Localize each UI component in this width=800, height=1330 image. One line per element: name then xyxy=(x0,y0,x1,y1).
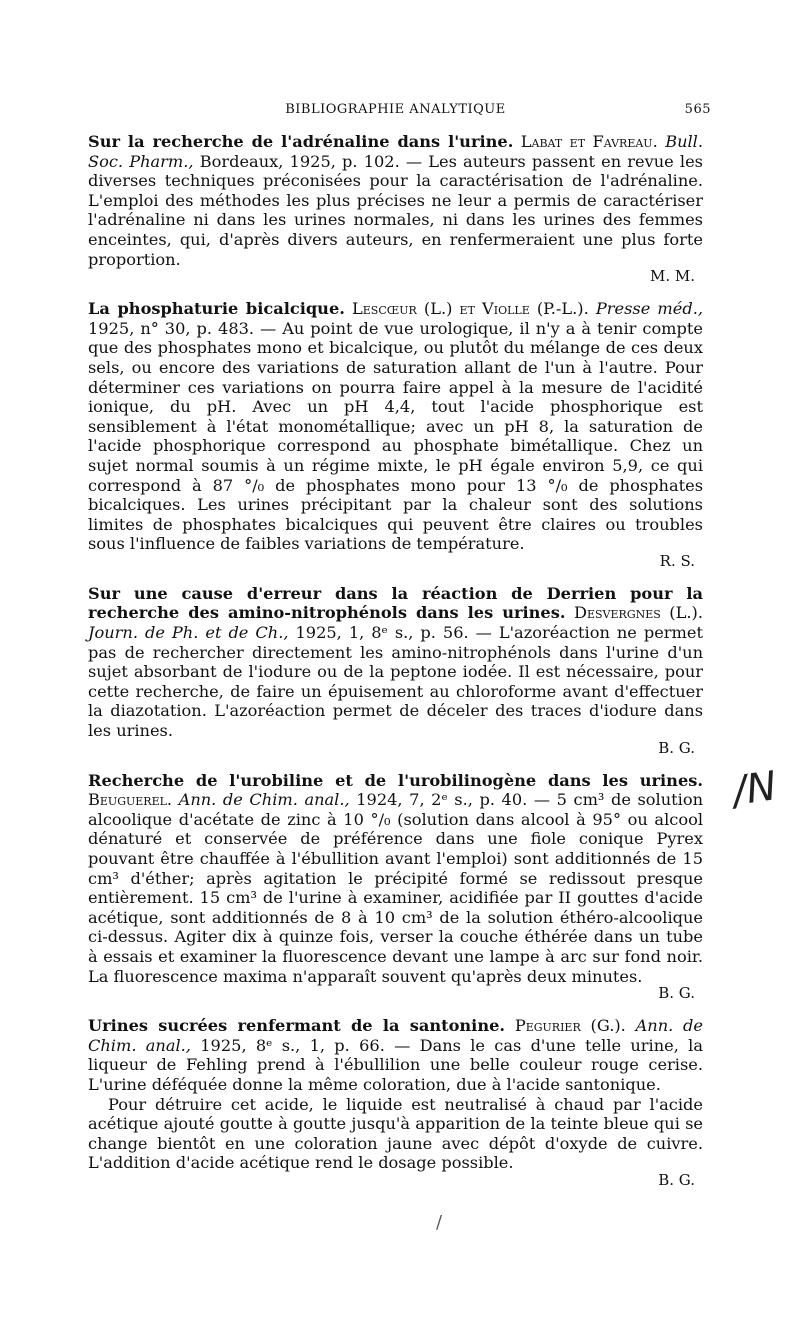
page-content xyxy=(88,98,711,1189)
entry-authors: Pegurier (G.). xyxy=(514,1016,626,1036)
entry-journal: Bull. Soc. Pharm., xyxy=(88,132,704,171)
entry-initials: M. M. xyxy=(649,267,695,286)
entry-authors: Desvergnes (L.). xyxy=(574,603,703,623)
entry-title: La phosphaturie bicalcique. xyxy=(88,299,345,319)
entry-authors: Lescœur (L.) et Violle (P.-L.). xyxy=(352,299,589,319)
entry-citation: 1925, 1, 8ᵉ s., p. 56. xyxy=(295,623,469,643)
entry-body: — Les auteurs passent en revue les diverses techniques préconisées pour la caractérisation de l'adrénaline. L'emploi des méthodes les plus précises ne leur a permis de caractériser l'adrénaline ni dans les urines normales, ni dans les urines des femmes enceintes, qui, d'après divers auteurs, en renfermeraient une plus forte proportion. xyxy=(88,151,703,269)
entry-title: Urines sucrées renfermant de la santonine. xyxy=(88,1016,506,1036)
entry-citation: 1925, n° 30, p. 483. xyxy=(88,318,255,338)
entry-title: Recherche de l'urobiline et de l'urobilinogène dans les urines. xyxy=(88,770,703,790)
entry-initials: B. G. xyxy=(658,738,695,757)
entry-body: — 5 cm³ de solution alcoolique d'acétate de zinc à 10 °/₀ (solution dans alcool à 95° ou alcool dénaturé et conservée de préférence dans une fiole conique Pyrex pouvant être chauffée à l'ébullition avant l'emploi) sont additionnés de 15 cm³ d'éther; après agitation le précipité formé se redissout presque entièrement. 15 cm³ de l'urine à examiner, acidifiée par II gouttes d'acide acétique, sont additionnés de 8 à 10 cm³ de la solution éthéro-alcoolique ci-dessus. Agiter dix à quinze fois, verser la couche éthérée dans un tube à essais et examiner la fluorescence devant une lampe à arc sur fond noir. La fluorescence maxima n'apparaît souvent qu'après deux minutes. xyxy=(88,790,703,986)
running-header xyxy=(88,98,711,122)
entry-citation: 1924, 7, 2ᵉ s., p. 40. xyxy=(356,790,528,810)
entry-title: Sur une cause d'erreur dans la réaction de Derrien pour la recherche des amino-nitrophénols dans les urines. xyxy=(88,583,703,623)
handwritten-margin-note: /N xyxy=(730,763,780,815)
entry-journal: Ann. de Chim. anal., xyxy=(178,790,350,810)
entry-authors: Beuguerel. xyxy=(88,790,173,810)
entry-journal: Journ. de Ph. et de Ch., xyxy=(88,623,289,643)
entry-authors: Labat et Favreau. xyxy=(520,132,658,151)
entry-citation: 1925, 8ᵉ s., 1, p. 66. xyxy=(200,1035,385,1055)
entry-initials: B. G. xyxy=(658,984,695,1003)
entry-journal: Presse méd., xyxy=(595,299,703,319)
bibliography-entry xyxy=(88,132,703,285)
entry-initials: R. S. xyxy=(659,551,695,570)
entry-body: — Dans le cas d'une telle urine, la liqueur de Fehling prend à l'ébullilion une belle couleur rouge cerise. L'urine déféquée donne la même coloration, due à l'acide santonique. xyxy=(88,1035,703,1094)
stray-pen-mark: / xyxy=(436,1212,443,1233)
bibliography-entry xyxy=(88,584,703,757)
entry-title: Sur la recherche de l'adrénaline dans l'urine. xyxy=(88,132,514,151)
entry-journal: Ann. de Chim. anal., xyxy=(88,1016,703,1055)
bibliography-entry xyxy=(88,771,703,1003)
entry-body-paragraph: Pour détruire cet acide, le liquide est neutralisé à chaud par l'acide acétique ajouté goutte à goutte jusqu'à apparition de la teinte bleue qui se change bientôt en une coloration jaune avec dépôt d'oxyde de cuivre. L'addition d'acide acétique rend le dosage possible. xyxy=(88,1094,703,1173)
bibliography-entry xyxy=(88,299,703,570)
entry-body: — L'azoréaction ne permet pas de rechercher directement les amino-nitrophénols dans l'urine d'un sujet absorbant de l'iodure ou de la peptone iodée. Il est nécessaire, pour cette recherche, de faire un épuisement au chloroforme avant d'effectuer la diazotation. L'azoréaction permet de déceler des traces d'iodure dans les urines. xyxy=(88,623,703,741)
running-title: BIBLIOGRAPHIE ANALYTIQUE xyxy=(285,102,506,117)
bibliography-entry xyxy=(88,1016,703,1189)
page-number: 565 xyxy=(684,102,711,117)
entry-body: — Au point de vue urologique, il n'y a à tenir compte que des phosphates mono et bicalcique, ou plutôt du mélange de ces deux sels, ou encore des variations de saturation allant de l'un à l'autre. Pour déterminer ces variations on pourra faire appel à la mesure de l'acidité ionique, du pH. Avec un pH 4,4, tout l'acide phosphorique est sensiblement à l'état monométallique; avec un pH 8, la saturation de l'acide phosphorique correspond au phosphate bimétallique. Chez un sujet normal soumis à un régime mixte, le pH égale environ 5,9, ce qui correspond à 87 °/₀ de phosphates mono pour 13 °/₀ de phosphates bicalciques. Les urines précipitant par la chaleur sont des solutions limites de phosphates bicalciques qui peuvent être claires ou troubles sous l'influence de faibles variations de température. xyxy=(88,318,703,554)
entry-citation: Bordeaux, 1925, p. 102. xyxy=(199,151,400,171)
entry-initials: B. G. xyxy=(658,1170,695,1189)
